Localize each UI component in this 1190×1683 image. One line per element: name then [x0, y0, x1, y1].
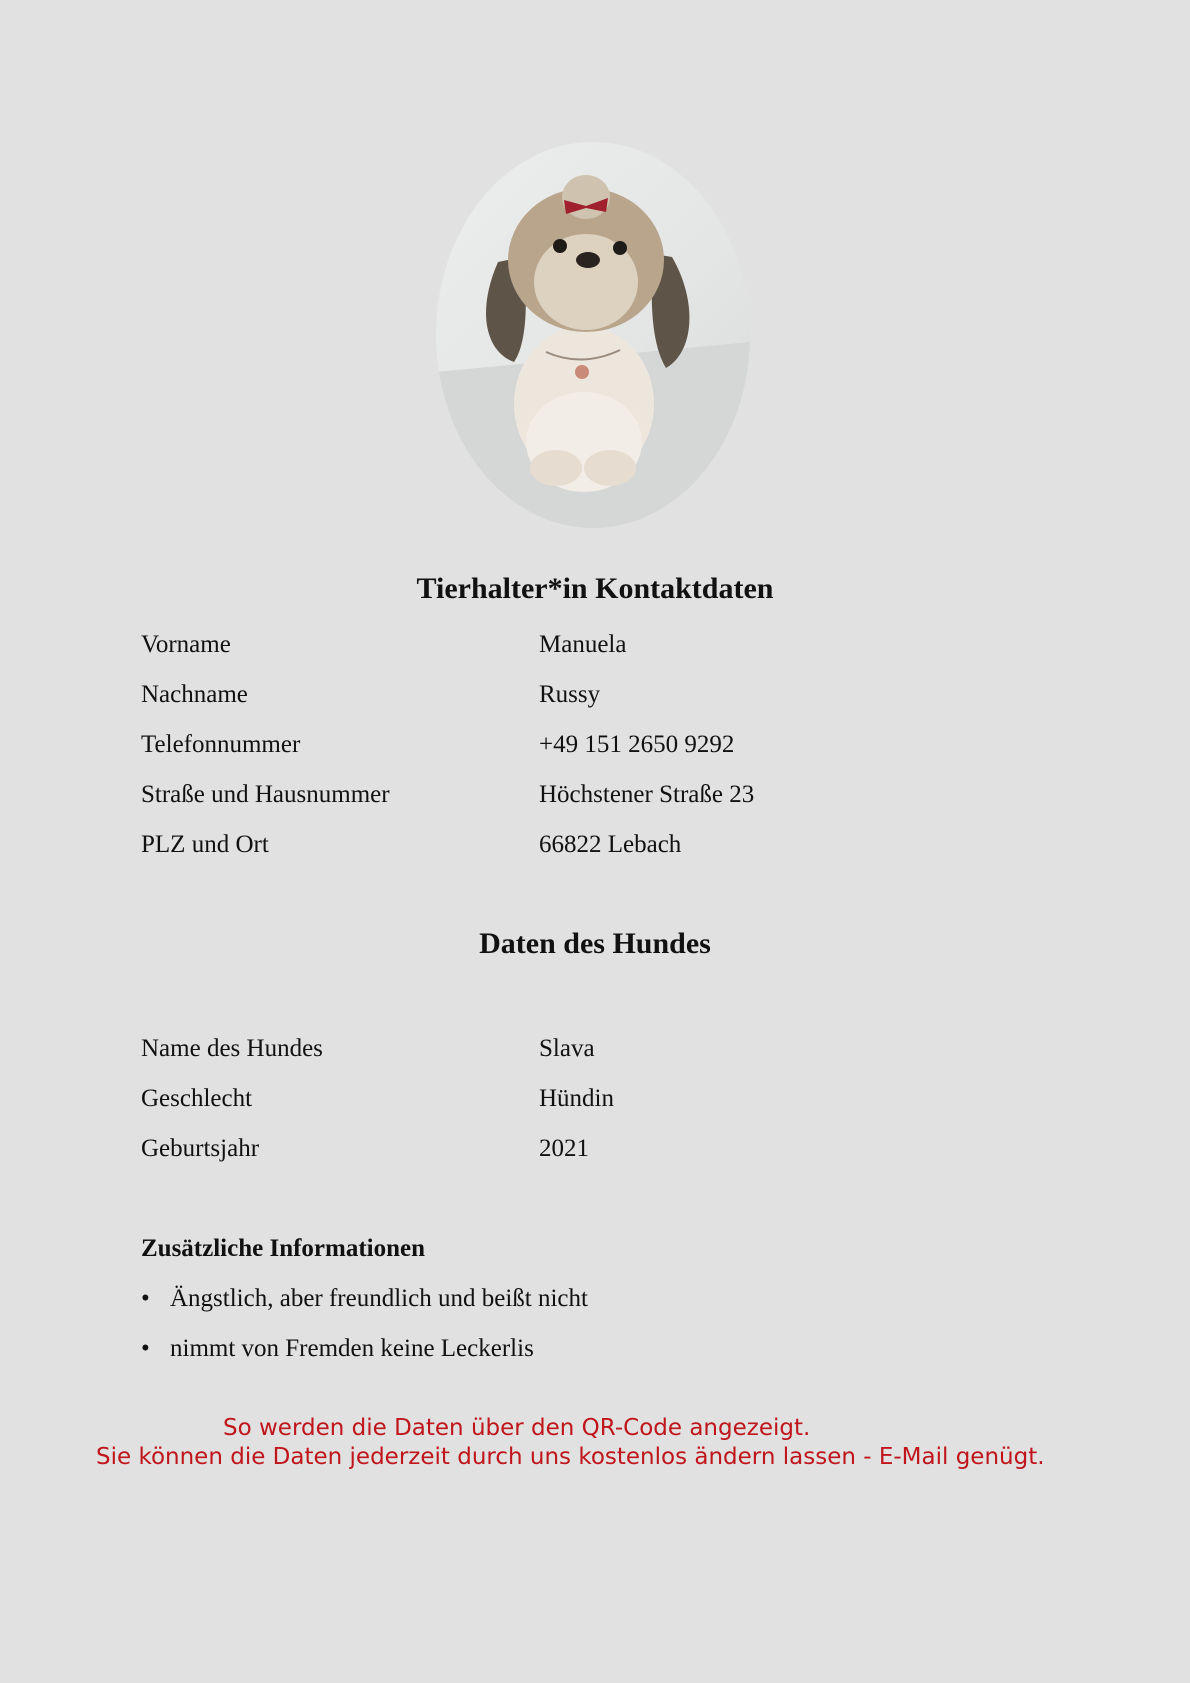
dog-section-title: Daten des Hundes — [479, 927, 711, 960]
owner-section-title: Tierhalter*in Kontaktdaten — [416, 572, 774, 605]
row-label: Nachname — [141, 681, 248, 708]
row-value: 66822 Lebach — [539, 831, 682, 858]
notice-line-1: So werden die Daten über den QR-Code angezeigt. — [223, 1415, 811, 1441]
extra-section-title: Zusätzliche Informationen — [141, 1235, 426, 1262]
bullet-icon: • — [141, 1285, 150, 1312]
bullet-icon: • — [141, 1335, 150, 1362]
extra-info-text: nimmt von Fremden keine Leckerlis — [170, 1335, 534, 1362]
row-value: +49 151 2650 9292 — [539, 731, 735, 758]
row-label: Straße und Hausnummer — [141, 781, 390, 808]
row-label: Geburtsjahr — [141, 1135, 260, 1162]
row-label: PLZ und Ort — [141, 831, 269, 858]
row-label: Name des Hundes — [141, 1035, 323, 1062]
notice-line-2: Sie können die Daten jederzeit durch uns kostenlos ändern lassen - E-Mail genügt. — [96, 1444, 1045, 1470]
row-value: 2021 — [539, 1135, 589, 1162]
row-value: Hündin — [539, 1085, 614, 1112]
dog-photo — [436, 142, 750, 528]
row-label: Telefonnummer — [141, 731, 301, 758]
row-value: Manuela — [539, 631, 627, 658]
row-label: Geschlecht — [141, 1085, 253, 1112]
extra-info-text: Ängstlich, aber freundlich und beißt nicht — [170, 1285, 588, 1312]
row-value: Slava — [539, 1035, 595, 1062]
row-value: Russy — [539, 681, 601, 708]
row-label: Vorname — [141, 631, 231, 658]
row-value: Höchstener Straße 23 — [539, 781, 755, 808]
